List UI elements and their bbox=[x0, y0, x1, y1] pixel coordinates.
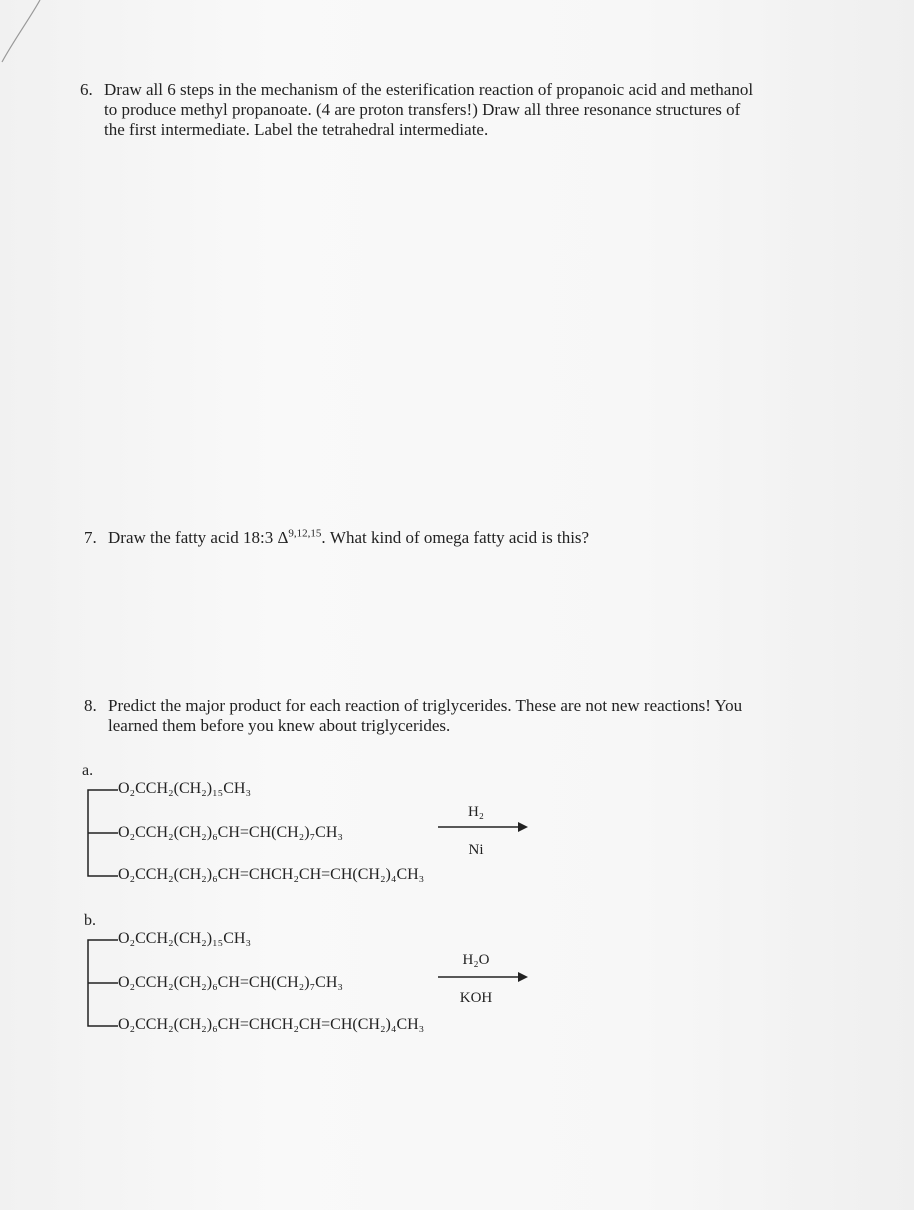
reagent-h2: H₂ bbox=[467, 804, 485, 820]
question-number: 8. bbox=[84, 696, 97, 715]
question-text: Predict the major product for each reaction of triglycerides. These are not new reactions! You learned them before you knew about triglycerides. bbox=[108, 696, 743, 735]
question-text: Draw all 6 steps in the mechanism of the esterification reaction of propanoic acid and methanol to produce methyl propanoate. (4 are proton transfers!) Draw all three resonance structures of the first intermediate. Label the tetrahedral intermediate. bbox=[104, 80, 754, 139]
fatty-acid-chain-3: O₂CCH₂(CH₂)₆CH=CHCH₂CH=CH(CH₂)₄CH₃ bbox=[118, 866, 425, 883]
reagent-ni: Ni bbox=[468, 842, 484, 858]
reagent-h2o: H₂O bbox=[462, 952, 490, 968]
question-text bbox=[108, 528, 784, 548]
reaction-arrow-b bbox=[438, 970, 530, 984]
fatty-acid-chain-1: O₂CCH₂(CH₂)₁₅CH₃ bbox=[118, 780, 252, 797]
delta-superscript: 9,12,15 bbox=[288, 527, 322, 540]
fatty-acid-chain-1: O₂CCH₂(CH₂)₁₅CH₃ bbox=[118, 930, 252, 947]
part-a-label: a. bbox=[82, 762, 94, 779]
question-text-start: Draw the fatty acid 18:3 Δ bbox=[108, 528, 289, 547]
question-number: 6. bbox=[80, 80, 93, 99]
reaction-arrow-a bbox=[438, 820, 530, 834]
fatty-acid-chain-2: O₂CCH₂(CH₂)₆CH=CH(CH₂)₇CH₃ bbox=[118, 824, 343, 841]
question-number: 7. bbox=[84, 528, 97, 547]
part-b-label: b. bbox=[84, 912, 96, 929]
fatty-acid-chain-2: O₂CCH₂(CH₂)₆CH=CH(CH₂)₇CH₃ bbox=[118, 974, 343, 991]
fatty-acid-chain-3: O₂CCH₂(CH₂)₆CH=CHCH₂CH=CH(CH₂)₄CH₃ bbox=[118, 1016, 425, 1033]
pen-mark bbox=[0, 0, 60, 70]
question-text-end: . What kind of omega fatty acid is this? bbox=[321, 528, 590, 547]
reagent-koh: KOH bbox=[459, 990, 493, 1006]
